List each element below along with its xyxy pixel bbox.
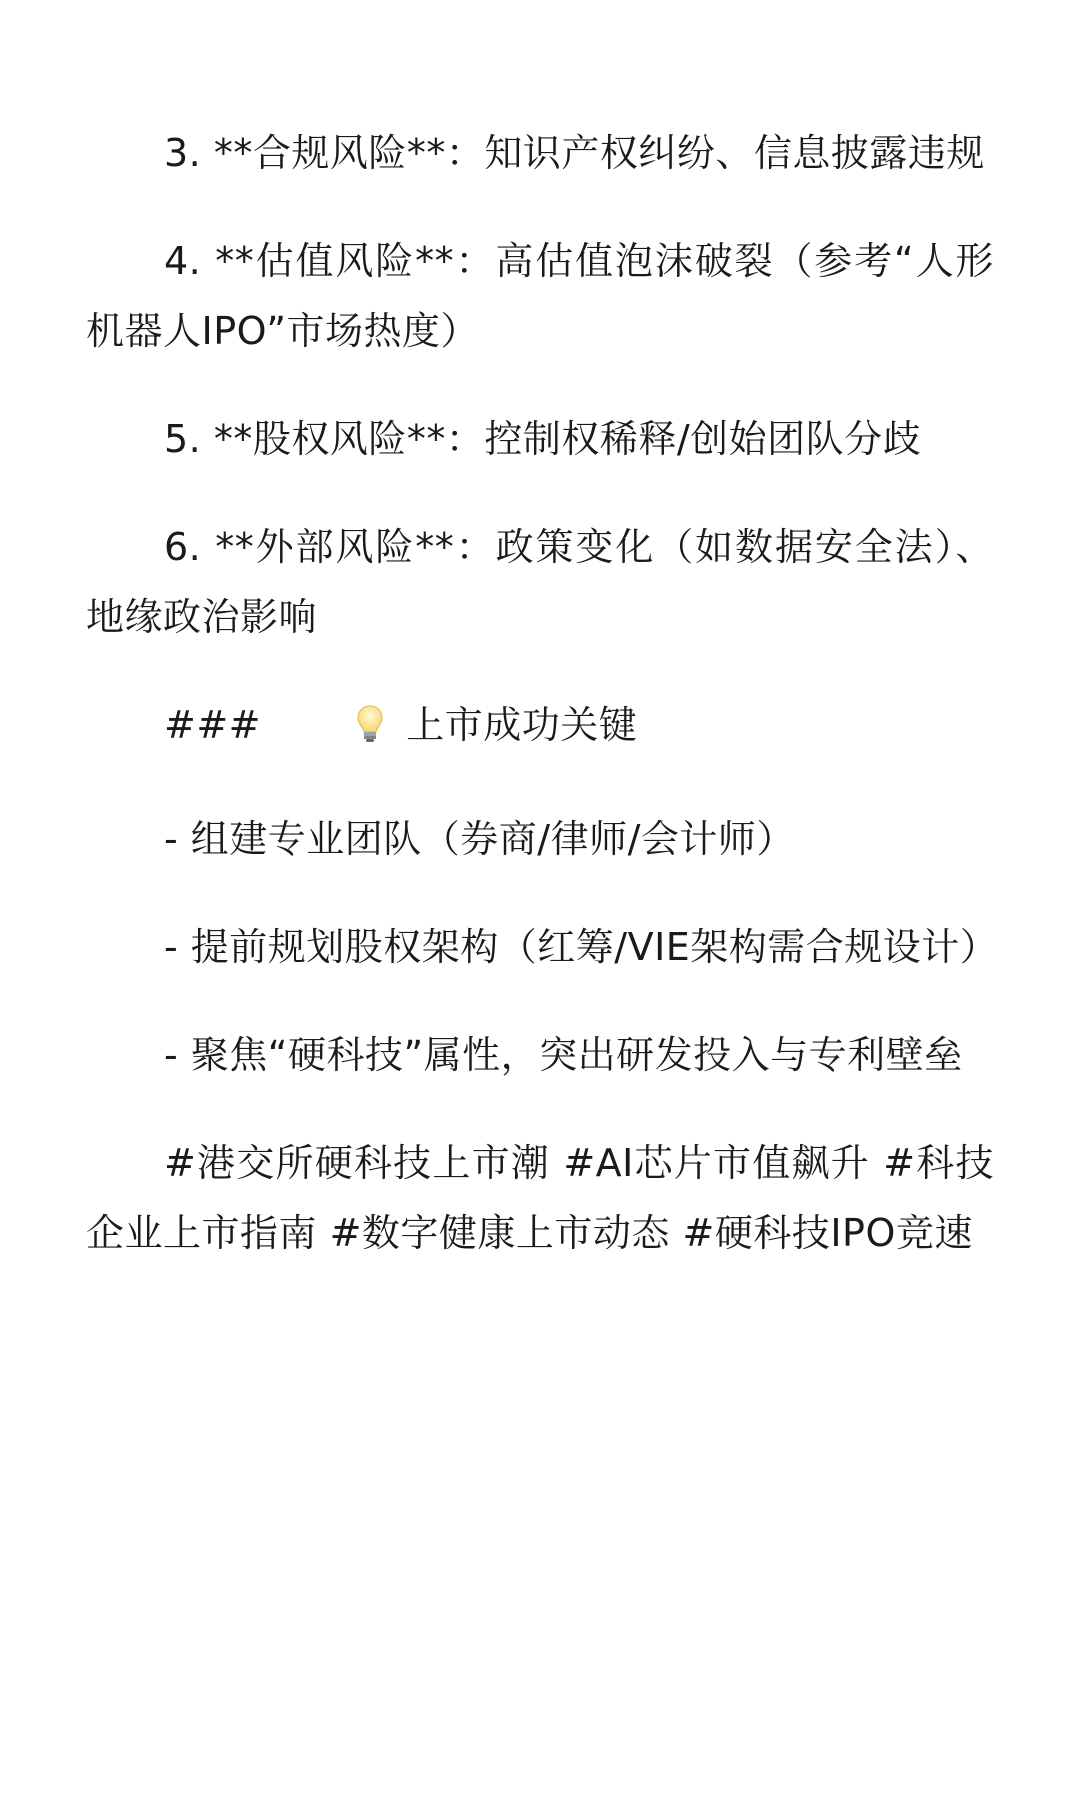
section-heading (86, 690, 994, 766)
hashtag-list: #港交所硬科技上市潮 #AI芯片市值飙升 #科技企业上市指南 #数字健康上市动态 #硬科技IPO竞速 (86, 1141, 994, 1255)
risk-item-equity: 5. **股权风险**：控制权稀释/创始团队分歧 (164, 417, 922, 461)
risk-item-external: 6. **外部风险**：政策变化（如数据安全法）、地缘政治影响 (86, 525, 994, 639)
lightbulb-icon (278, 696, 384, 766)
heading-text: 上市成功关键 (406, 703, 638, 747)
heading-prefix: ### (164, 703, 262, 747)
key-point-structure: - 提前规划股权架构（红筹/VIE架构需合规设计） (164, 925, 999, 969)
risk-item-compliance: 3. **合规风险**：知识产权纠纷、信息披露违规 (164, 131, 985, 175)
document-body (86, 118, 999, 1268)
key-point-hardtech: - 聚焦“硬科技”属性，突出研发投入与专利壁垒 (164, 1033, 963, 1077)
key-point-team: - 组建专业团队（券商/律师/会计师） (164, 817, 795, 861)
risk-item-valuation: 4. **估值风险**：高估值泡沫破裂（参考“人形机器人IPO”市场热度） (86, 239, 994, 353)
